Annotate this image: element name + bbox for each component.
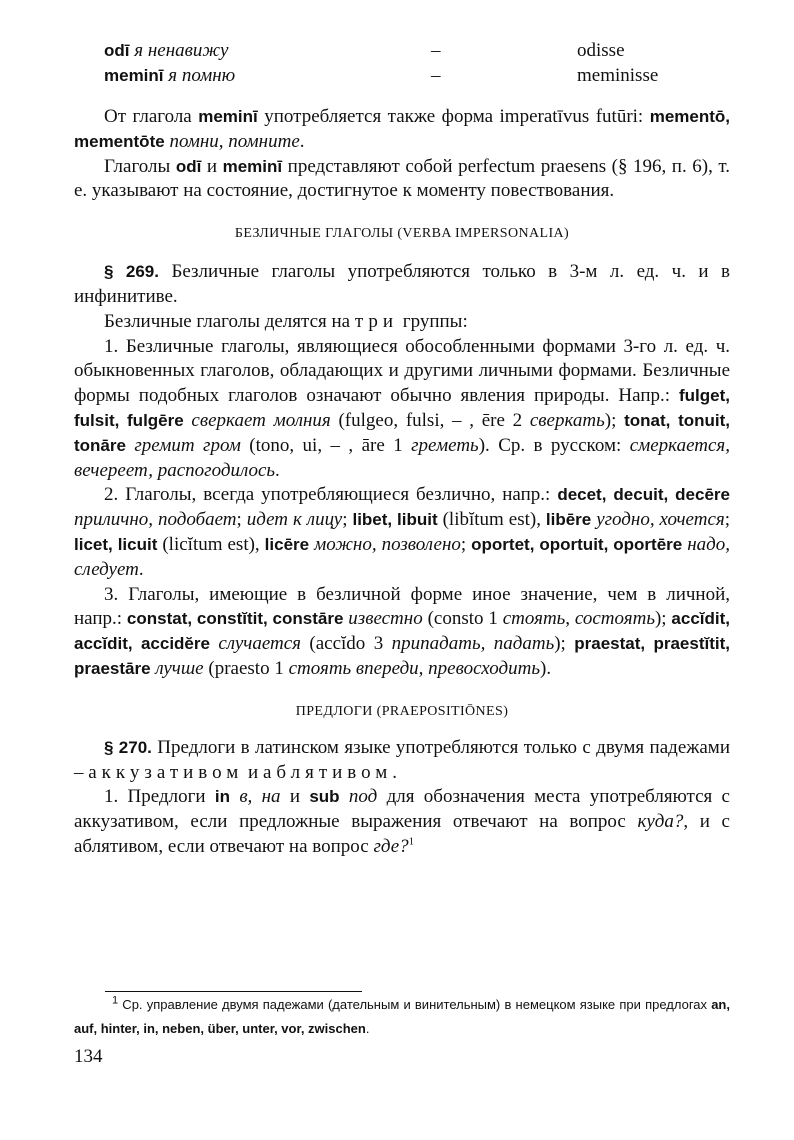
footnote-marker: 1 (112, 994, 119, 1007)
page-body (74, 38, 730, 860)
section-heading-impersonal-verbs: БЕЗЛИЧНЫЕ ГЛАГОЛЫ (VERBA IMPERSONALIA) (234, 226, 570, 242)
section-heading-prepositions: ПРЕДЛОГИ (PRAEPOSITIŌNES) (295, 703, 509, 719)
footnote-divider (105, 991, 362, 992)
paragraph-group-1: 1. Безличные глаголы, являющиеся обособленными формами 3-го л. ед. ч. обыкновенных глаголов, обладающих и другими личными формами. Безличные формы подобных глаголов означают обычно явления природы. Напр.: fulget, fulsit, fulgēre сверкает молния (fulgeo, fulsi, – , ēre 2 сверкать); tonat, tonuit, tonāre гремит гром (tono, ui, – , āre 1 греметь). Ср. в русском: смеркается, вечереет, распогодилось. (74, 335, 731, 481)
verb-gloss: я ненавижу (134, 40, 229, 61)
footnote-ref: 1 (408, 835, 415, 848)
infinitive: odisse (577, 40, 625, 61)
paragraph-group-3: 3. Глаголы, имеющие в безличной форме иное значение, чем в личной, напр.: constat, constĭtit, constāre известно (consto 1 стоять, состоять); accĭdit, accĭdit, accidĕre случается (accĭdo 3 припадать, падать); praestat, praestĭtit, praestāre лучше (praesto 1 стоять впереди, превосходить). (74, 583, 731, 679)
paragraph-group-2: 2. Глаголы, всегда употребляющиеся безлично, напр.: decet, decuit, decēre прилично, подобает; идет к лицу; libet, libuit (libĭtum est), libēre угодно, хочется; licet, licuit (licĭtum est), licēre можно, позволено; oportet, oportuit, oportēre надо, следует. (74, 484, 731, 580)
table-row (74, 38, 730, 63)
latin-verb: odī (104, 41, 130, 60)
dash: – (431, 40, 441, 61)
verb-gloss: я помню (168, 65, 236, 86)
infinitive: meminisse (577, 65, 659, 86)
page-number: 134 (74, 1046, 103, 1067)
paragraph-three-groups: Безличные глаголы делятся на три группы: (104, 310, 468, 332)
paragraph-in-sub: 1. Предлоги in в, на и sub под для обозначения места употребляются с аккузативом, если предложные выражения отвечают на вопрос куда?, и с аблятивом, если отвечают на вопрос где?$^1$ (74, 786, 730, 857)
paragraph-memini-imperative: От глагола meminī употребляется также форма imperatīvus futūri: mementō, mementōte помни, помните. (74, 106, 730, 152)
footnote: $^1$ Ср. управление двумя падежами (дательным и винительным) в немецком языке при предлогах an, auf, hinter, in, neben, über, unter, vor, zwischen. (74, 994, 730, 1036)
paragraph-perfectum-praesens: Глаголы odī и meminī представляют собой perfectum praesens (§ 196, п. 6), т. е. указывают на состояние, достигнутое к моменту повествования. (74, 155, 731, 202)
dash: – (431, 65, 441, 86)
verb-table (74, 38, 730, 88)
latin-verb: meminī (104, 66, 164, 85)
table-row (74, 63, 730, 88)
paragraph-270: § 270. Предлоги в латинском языке употребляются только с двумя падежами – аккузативом и аблятивом. (74, 736, 730, 783)
paragraph-269: § 269. Безличные глаголы употребляются только в 3-м л. ед. ч. и в инфинитиве. (74, 261, 731, 307)
